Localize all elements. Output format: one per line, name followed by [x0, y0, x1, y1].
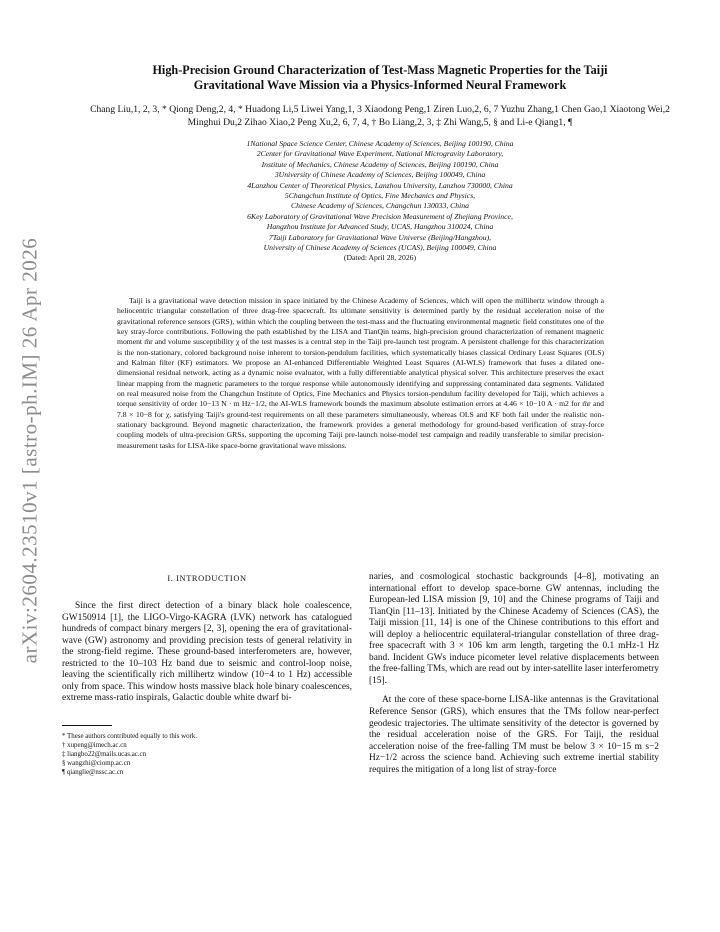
affiliation-line: 1National Space Science Center, Chinese Academy of Sciences, Beijing 100190, China — [246, 139, 514, 148]
left-column — [62, 574, 352, 777]
affiliation-list — [80, 139, 680, 264]
affiliation-line: Chinese Academy of Sciences, Changchun 130033, China — [291, 201, 469, 211]
author-list: Chang Liu,1, 2, 3, * Qiong Deng,2, 4, * Huadong Li,5 Liwei Yang,1, 3 Xiaodong Peng,1 Ziren Luo,2, 6, 7 Yuzhu Zhang,1 Chen Gao,1 Xiaotong Wei,2 Minghui Du,2 Zihao Xiao,2 Peng Xu,2, 6, 7, 4, † Bo Liang,2, 3, ‡ Zhi Wang,5, § and Li-e Qiang1, ¶ — [90, 104, 670, 128]
footnote: * These authors contributed equally to this work. — [62, 732, 197, 740]
affiliation-line: 5Changchun Institute of Optics, Fine Mechanics and Physics, — [284, 191, 476, 201]
abstract: Taiji is a gravitational wave detection mission in space initiated by the Chinese Academy of Sciences, which will open the millihertz window through a heliocentric triangular constellation of three drag-free spacecraft. Its ultimate sensitivity is determined partly by the residual acceleration noise of the gravitational reference sensors (GRS), within which the coupling between the test-mass and the fluctuating environmental magnetic field constitutes one of the key stray-force contributions. Following the path established by the LISA and TianQin teams, high-precision ground characterization of remanent magnetic moment m̄r and volume susceptibility χ of the test masses is a central step in the Taiji pre-launch test program. A persistent challenge for this characterization is the non-stationary, colored background noise inherent to torsion-pendulum facilities, which systematically biases classical Ordinary Least Squares (OLS) and Kalman filter (KF) estimators. We propose an AI-enhanced Differentiable Weighted Least Squares (AI-WLS) framework that fuses a dilated one-dimensional residual network, acting as a dynamic noise evaluator, with a fully differentiable analytical physical solver. This architecture preserves the exact linear mapping from the magnetic parameters to the torque response while autonomously identifying and suppressing contaminated data segments. Validated on real measured noise from the Changchun Institute of Optics, Fine Mechanics and Physics torsion-pendulum facility developed for Taiji, which achieves a torque sensitivity of order 10−13 N · m Hz−1/2, the AI-WLS framework bounds the maximum absolute estimation errors at 4.46 × 10−10 A · m2 for m̄r and 7.8 × 10−8 for χ, satisfying Taiji's ground-test requirements on all these parameters simultaneously, whereas OLS and KF both fail under the realistic non-stationary background. Beyond magnetic characterization, the framework provides a general methodology for ground-based verification of stray-force coupling models of ultra-precision GRSs, supporting the upcoming Taiji pre-launch noise-model test campaign and readily transferable to similar precision-measurement tasks for LISA-like space-borne gravitational wave missions. — [117, 296, 604, 450]
dated-line: (Dated: April 28, 2026) — [343, 253, 417, 263]
footnote: § wangzhi@ciomp.ac.cn — [62, 759, 131, 767]
affiliation-line: Institute of Mechanics, Chinese Academy of Sciences, Beijing 100190, China — [261, 159, 499, 169]
affiliation-line: 7Taiji Laboratory for Gravitational Wave Universe (Beijing/Hangzhou), — [268, 232, 492, 242]
paper-title — [80, 63, 680, 93]
footnote: ‡ liangbo22@mails.ucas.ac.cn — [62, 750, 147, 758]
affiliation-line: 3University of Chinese Academy of Sciences, Beijing 100049, China — [274, 170, 486, 180]
footnote: † xupeng@imech.ac.cn — [62, 741, 127, 749]
affiliation-line: 6Key Laboratory of Gravitational Wave Precision Measurement of Zhejiang Province, — [247, 211, 513, 221]
section-heading-introduction: I. INTRODUCTION — [167, 574, 247, 583]
footnote-list — [62, 732, 352, 777]
affiliation-line: University of Chinese Academy of Sciences (UCAS), Beijing 100049, China — [263, 243, 497, 253]
right-column — [369, 572, 659, 776]
footnote-divider — [62, 725, 112, 726]
affiliation-line: 2Center for Gravitational Wave Experiment, National Microgravity Laboratory, — [256, 149, 504, 159]
affiliation-line: Hangzhou Institute for Advanced Study, UCAS, Hangzhou 310024, China — [266, 222, 494, 232]
title-line-1: High-Precision Ground Characterization of Test-Mass Magnetic Properties for the Taiji — [152, 63, 608, 77]
title-line-2: Gravitational Wave Mission via a Physics-Informed Neural Framework — [193, 78, 567, 92]
footnote: ¶ qianglie@nssc.ac.cn — [62, 768, 124, 776]
affiliation-line: 4Lanzhou Center of Theoretical Physics, Lanzhou University, Lanzhou 730000, China — [247, 180, 513, 190]
intro-paragraph-2: naries, and cosmological stochastic backgrounds [4–8], motivating an international effort to develop space-borne GW antennas, including the European-led LISA mission [9, 10] and the Chinese programs of Taiji and TianQin [11–13]. Initiated by the Chinese Academy of Sciences (CAS), the Taiji mission [11, 14] is one of the Chinese contributions to this effort and will deploy a heliocentric equilateral-triangular constellation of three drag-free spacecraft with 3 × 106 km arm length, targeting the 0.1 mHz-1 Hz band. Incident GWs induce picometer level relative displacements between the free-falling TMs, which are read out by inter-satellite laser interferometry [15]. — [369, 572, 659, 686]
arxiv-identifier-text: arXiv:2604.23510v1 [astro-ph.IM] 26 Apr 2026 — [17, 237, 42, 663]
intro-paragraph-3: At the core of these space-borne LISA-like antennas is the Gravitational Reference Sensor (GRS), which ensures that the TMs follow near-perfect geodesic trajectories. The ultimate sensitivity of the detector is governed by the residual acceleration noise of the GRS. For Taiji, the residual acceleration noise of the free-falling TM must be below 3 × 10−15 m s−2 Hz−1/2 across the science band. Achieving such extreme inertial stability requires the mitigation of a long list of stray-force — [369, 695, 659, 775]
arxiv-identifier-stamp — [8, 170, 52, 730]
intro-paragraph-1: Since the first direct detection of a binary black hole coalescence, GW150914 [1], the LIGO-Virgo-KAGRA (LVK) network has catalogued hundreds of compact binary mergers [2, 3], opening the era of gravitational-wave (GW) astronomy and providing precision tests of general relativity in the strong-field regime. These ground-based interferometers are, however, restricted to the 10–103 Hz band due to seismic and control-loop noise, leaving the scientifically rich millihertz window (10−4 to 1 Hz) accessible only from space. This window hosts massive black hole binary coalescences, extreme mass-ratio inspirals, Galactic double white dwarf bi- — [62, 601, 352, 704]
